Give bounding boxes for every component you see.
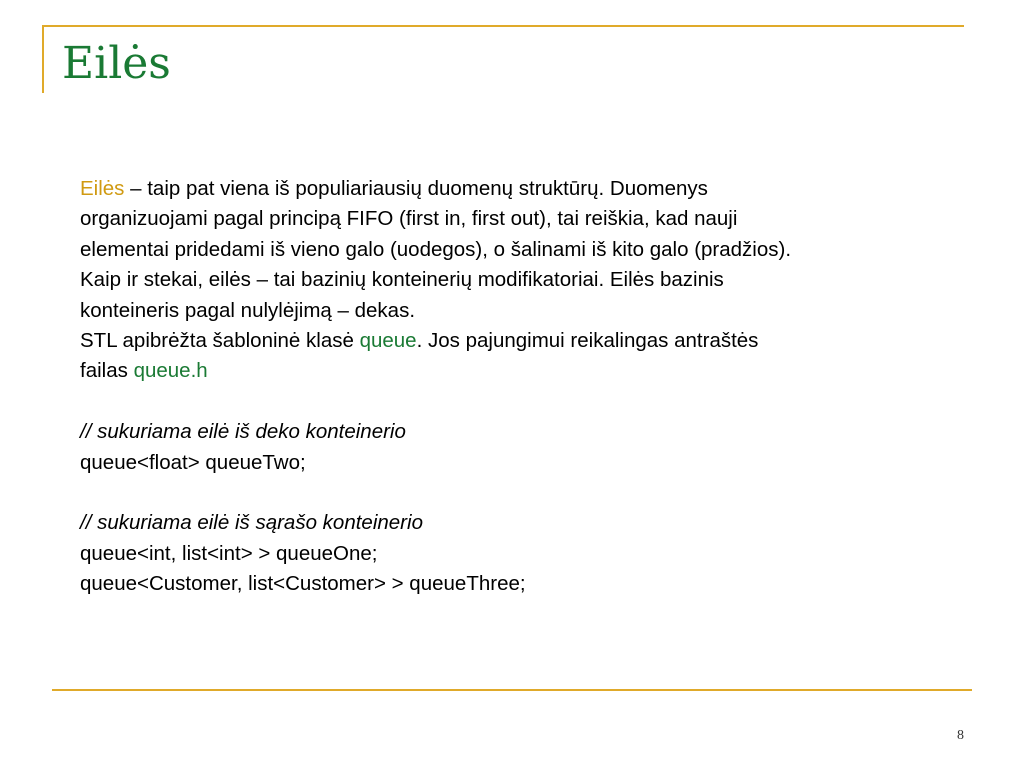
slide-body xyxy=(80,174,980,600)
code-line-3: queue<Customer, list<Customer> > queueThree; xyxy=(80,572,526,596)
term-eiles: Eilės xyxy=(80,177,125,200)
code-term-queue-h: queue.h xyxy=(133,359,208,383)
body-line-6-text-b: . Jos pajungimui reikalingas antraštės xyxy=(416,329,759,353)
code-line-1: queue<float> queueTwo; xyxy=(80,450,306,474)
body-line-7 xyxy=(80,356,980,386)
body-line-7-text: failas xyxy=(80,359,134,383)
code-term-queue: queue xyxy=(359,329,417,353)
code-comment-1: // sukuriama eilė iš deko konteinerio xyxy=(80,420,406,444)
page-number: 8 xyxy=(957,728,964,743)
spacer xyxy=(80,478,980,508)
body-line-6-text-a: STL apibrėžta šabloninė klasė xyxy=(80,329,360,353)
body-line-4: Kaip ir stekai, eilės – tai bazinių konteinerių modifikatoriai. Eilės bazinis xyxy=(80,268,724,292)
body-line-1 xyxy=(80,174,980,204)
body-line-5: konteineris pagal nulylėjimą – dekas. xyxy=(80,298,416,322)
top-accent-line xyxy=(42,25,964,27)
footer-accent-line xyxy=(52,689,972,691)
code-comment-2: // sukuriama eilė iš sąrašo konteinerio xyxy=(80,511,423,535)
code-line-2: queue<int, list<int> > queueOne; xyxy=(80,541,378,565)
body-line-1-text: – taip pat viena iš populiariausių duomenų struktūrų. Duomenys xyxy=(124,177,708,200)
left-accent-line xyxy=(42,25,44,93)
body-line-3: elementai pridedami iš vieno galo (uodegos), o šalinami iš kito galo (pradžios). xyxy=(80,237,792,261)
spacer xyxy=(80,387,980,417)
slide-title: Eilės xyxy=(62,38,171,89)
body-line-2: organizuojami pagal principą FIFO (first in, first out), tai reiškia, kad nauji xyxy=(80,207,738,231)
body-line-6 xyxy=(80,326,980,356)
